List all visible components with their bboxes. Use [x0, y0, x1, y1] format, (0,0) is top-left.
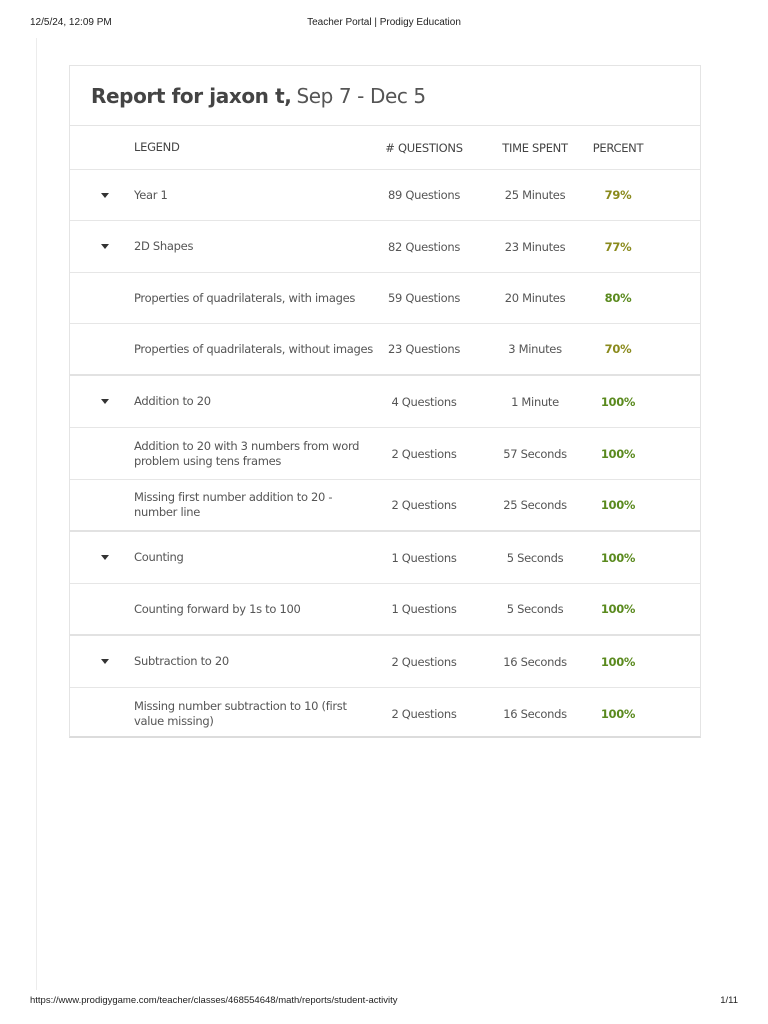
- row-legend: Counting forward by 1s to 100: [134, 601, 301, 616]
- row-legend: Counting: [134, 550, 184, 564]
- row-questions: 2 Questions: [391, 706, 457, 721]
- table-row: [70, 324, 700, 376]
- row-percent: 100%: [600, 654, 636, 669]
- table-header-row: [70, 126, 700, 170]
- row-questions: 2 Questions: [391, 446, 457, 461]
- page-divider: [36, 38, 37, 990]
- caret-down-icon[interactable]: [98, 376, 112, 427]
- row-percent: 100%: [600, 394, 636, 409]
- row-percent: 80%: [604, 291, 632, 305]
- print-date: 12/5/24, 12:09 PM: [30, 17, 112, 28]
- table-row: [70, 688, 700, 739]
- row-questions: 2 Questions: [391, 498, 457, 512]
- column-header-percent: PERCENT: [592, 140, 644, 155]
- table-row[interactable]: [70, 221, 700, 273]
- print-footer: [0, 995, 768, 1007]
- row-legend: Missing number subtraction to 10 (first value missing): [134, 698, 347, 728]
- row-percent: 79%: [604, 188, 632, 202]
- caret-down-icon[interactable]: [98, 636, 112, 687]
- row-questions: 1 Questions: [391, 550, 457, 565]
- row-legend: Missing first number addition to 20 - number line: [134, 490, 333, 519]
- row-time-spent: 16 Seconds: [503, 706, 567, 721]
- row-percent: 100%: [600, 602, 636, 616]
- report-date-range: Sep 7 - Dec 5: [296, 83, 426, 108]
- report-title: [70, 66, 700, 126]
- row-time-spent: 1 Minute: [511, 394, 559, 409]
- row-legend: 2D Shapes: [134, 239, 194, 253]
- row-percent: 100%: [600, 550, 636, 565]
- caret-down-icon[interactable]: [98, 221, 112, 272]
- row-time-spent: 23 Minutes: [504, 239, 566, 254]
- table-row: [70, 273, 700, 324]
- row-legend: Properties of quadrilaterals, without images: [134, 341, 373, 356]
- caret-down-icon[interactable]: [98, 170, 112, 220]
- table-row: [70, 480, 700, 532]
- row-percent: 70%: [604, 342, 632, 356]
- table-row[interactable]: [70, 636, 700, 688]
- row-percent: 77%: [604, 239, 632, 254]
- row-time-spent: 5 Seconds: [506, 550, 564, 565]
- caret-down-icon[interactable]: [98, 532, 112, 583]
- row-percent: 100%: [600, 706, 636, 721]
- report-title-name: Report for jaxon t,: [91, 83, 292, 108]
- row-legend: Addition to 20: [134, 394, 211, 408]
- column-header-time-spent: TIME SPENT: [502, 140, 568, 155]
- row-questions: 1 Questions: [391, 602, 457, 616]
- student-report-card: [69, 65, 701, 738]
- print-header: [0, 17, 768, 31]
- table-row[interactable]: [70, 170, 700, 221]
- print-page-title: Teacher Portal | Prodigy Education: [307, 17, 461, 28]
- row-questions: 82 Questions: [387, 239, 461, 254]
- row-questions: 59 Questions: [387, 291, 461, 305]
- row-legend: Addition to 20 with 3 numbers from word problem using tens frames: [134, 438, 360, 468]
- row-time-spent: 3 Minutes: [508, 342, 562, 356]
- column-header-legend: LEGEND: [134, 140, 180, 154]
- row-time-spent: 25 Seconds: [503, 498, 567, 512]
- row-time-spent: 57 Seconds: [503, 446, 567, 461]
- column-header-questions: # QUESTIONS: [385, 140, 463, 155]
- row-legend: Subtraction to 20: [134, 654, 229, 668]
- table-row[interactable]: [70, 376, 700, 428]
- print-page-number: 1/11: [720, 995, 738, 1006]
- row-questions: 2 Questions: [391, 654, 457, 669]
- row-questions: 4 Questions: [391, 394, 457, 409]
- row-time-spent: 20 Minutes: [504, 291, 566, 305]
- table-row: [70, 584, 700, 636]
- row-time-spent: 25 Minutes: [504, 188, 566, 202]
- row-percent: 100%: [600, 446, 636, 461]
- row-legend: Properties of quadrilaterals, with images: [134, 290, 356, 305]
- row-percent: 100%: [600, 498, 636, 512]
- table-row: [70, 428, 700, 480]
- row-legend: Year 1: [134, 187, 168, 202]
- print-url: https://www.prodigygame.com/teacher/classes/468554648/math/reports/student-activity: [30, 995, 398, 1006]
- table-row[interactable]: [70, 532, 700, 584]
- row-questions: 23 Questions: [387, 342, 461, 356]
- row-time-spent: 16 Seconds: [503, 654, 567, 669]
- row-questions: 89 Questions: [387, 188, 461, 202]
- row-time-spent: 5 Seconds: [506, 602, 564, 616]
